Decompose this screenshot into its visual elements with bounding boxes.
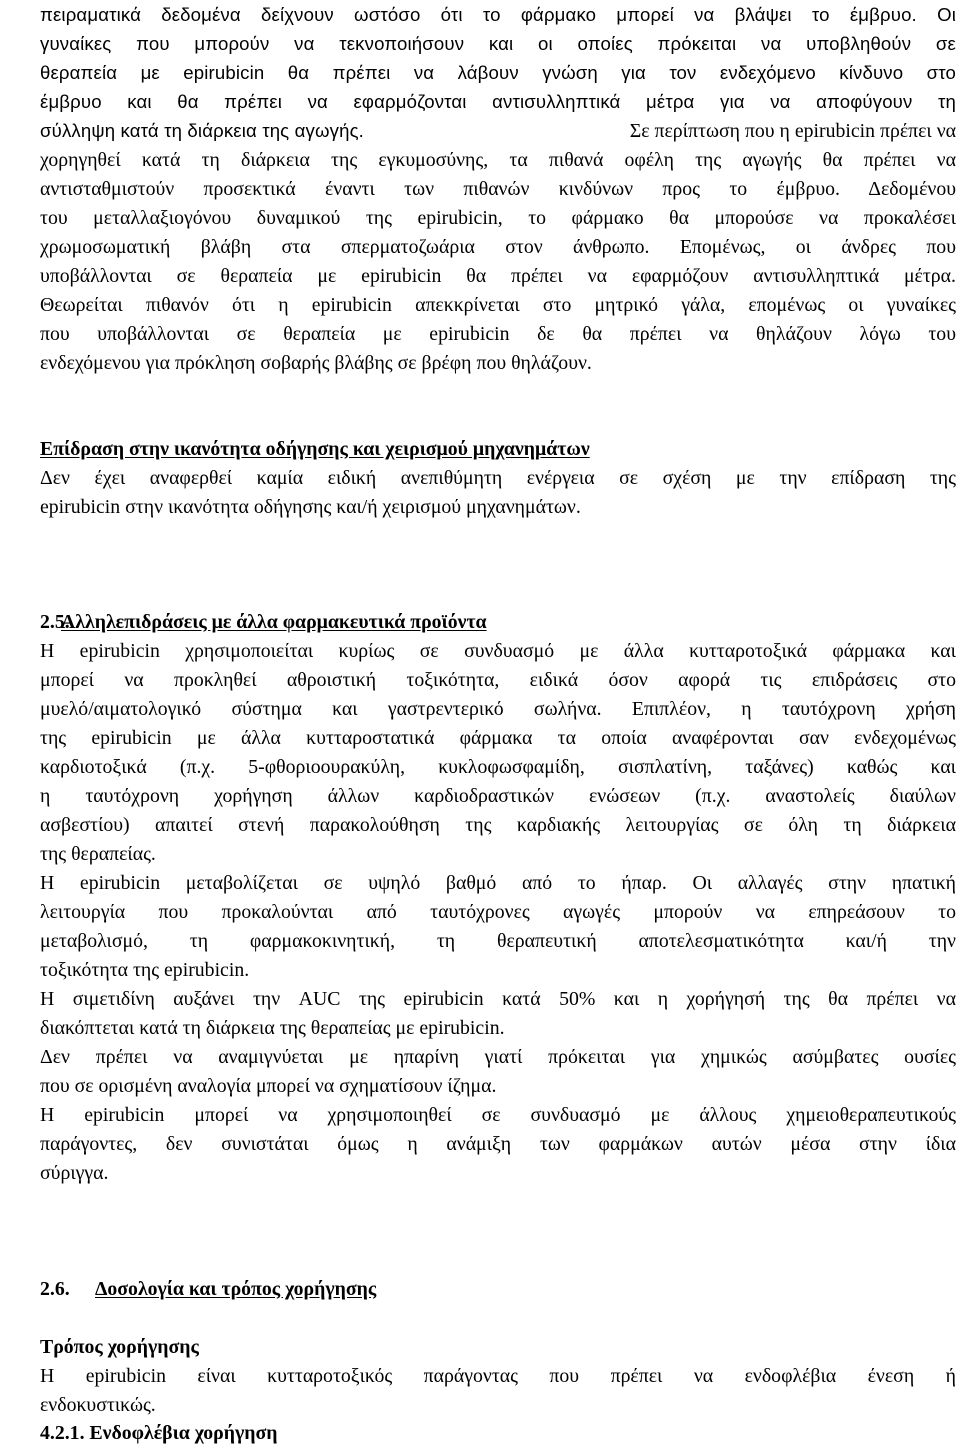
text-line: σύριγγα.	[40, 1162, 109, 1184]
text-line: Η epirubicin μεταβολίζεται σε υψηλό βαθμό από το ήπαρ. Οι αλλαγές στην ηπατική	[40, 872, 956, 894]
section-heading-4-2-1: 4.2.1. Ενδοφλέβια χορήγηση	[40, 1422, 278, 1444]
section-number-2-5: 2.5.	[40, 611, 70, 633]
text-line: παράγοντες, δεν συνιστάται όμως η ανάμιξη των φαρμάκων αυτών μέσα στην ίδια	[40, 1133, 956, 1155]
text-line: μυελό/αιματολογικό σύστημα και γαστρεντερικό σωλήνα. Επιπλέον, η ταυτόχρονη χρήση	[40, 698, 956, 720]
section-title-2-6: Δοσολογία και τρόπος χορήγησης	[95, 1278, 377, 1300]
text-line: υποβάλλονται σε θεραπεία με epirubicin θα πρέπει να εφαρμόζουν αντισυλληπτικά μέτρα.	[40, 265, 956, 287]
text-line: epirubicin στην ικανότητα οδήγησης και/ή χειρισμού μηχανημάτων.	[40, 496, 581, 518]
text-line: θεραπεία με epirubicin θα πρέπει να λάβουν γνώση για τον ενδεχόμενο κίνδυνο στο	[40, 62, 956, 83]
text-line: ασβεστίου) απαιτεί στενή παρακολούθηση της καρδιακής λειτουργίας σε όλη τη διάρκεια	[40, 814, 956, 836]
text-line: χρωμοσωματική βλάβη στα σπερματοζωάρια στον άνθρωπο. Επομένως, οι άνδρες που	[40, 236, 956, 258]
text-line: μεταβολισμό, τη φαρμακοκινητική, τη θεραπευτική αποτελεσματικότητα και/ή την	[40, 930, 956, 952]
text-fragment-serif: Σε περίπτωση που η epirubicin πρέπει να	[629, 120, 956, 142]
text-line: καρδιοτοξικά (π.χ. 5-φθοριοουρακύλη, κυκλοφωσφαμίδη, σισπλατίνη, ταξάνες) καθώς και	[40, 756, 956, 778]
subheading-administration: Τρόπος χορήγησης	[40, 1336, 199, 1358]
section-heading-driving: Επίδραση στην ικανότητα οδήγησης και χειρισμού μηχανημάτων	[40, 438, 590, 460]
text-line: που σε ορισμένη αναλογία μπορεί να σχηματίσουν ίζημα.	[40, 1075, 497, 1097]
text-line: Δεν πρέπει να αναμιγνύεται με ηπαρίνη γιατί πρόκειται για χημικώς ασύμβατες ουσίες	[40, 1046, 956, 1068]
text-line: γυναίκες που μπορούν να τεκνοποιήσουν και οι οποίες πρόκειται να υποβληθούν σε	[40, 33, 956, 54]
text-line: χορηγηθεί κατά τη διάρκεια της εγκυμοσύνης, τα πιθανά οφέλη της αγωγής θα πρέπει να	[40, 149, 956, 171]
text-line: τοξικότητα της epirubicin.	[40, 959, 250, 981]
text-line: αντισταθμιστούν προσεκτικά έναντι των πιθανών κινδύνων προς το έμβρυο. Δεδομένου	[40, 178, 956, 200]
text-line: της epirubicin με άλλα κυτταροστατικά φάρμακα τα οποία αναφέρονται σαν ενδεχομένως	[40, 727, 956, 749]
section-number-2-6: 2.6.	[40, 1278, 70, 1300]
text-line: πειραματικά δεδομένα δείχνουν ωστόσο ότι το φάρμακο μπορεί να βλάψει το έμβρυο. Οι	[40, 4, 956, 25]
text-line: Η epirubicin χρησιμοποιείται κυρίως σε συνδυασμό με άλλα κυτταροτοξικά φάρμακα και	[40, 640, 956, 662]
text-line: Θεωρείται πιθανόν ότι η epirubicin απεκκρίνεται στο μητρικό γάλα, επομένως οι γυναίκες	[40, 294, 956, 316]
text-line: Δεν έχει αναφερθεί καμία ειδική ανεπιθύμητη ενέργεια σε σχέση με την επίδραση της	[40, 467, 956, 489]
section-title-2-5: Αλληλεπιδράσεις με άλλα φαρμακευτικά προϊόντα	[61, 611, 487, 633]
text-line: Η σιμετιδίνη αυξάνει την AUC της epirubicin κατά 50% και η χορήγησή της θα πρέπει να	[40, 988, 956, 1010]
text-line: η ταυτόχρονη χορήγηση άλλων καρδιοδραστικών ενώσεων (π.χ. αναστολείς διαύλων	[40, 785, 956, 807]
text-line: διακόπτεται κατά τη διάρκεια της θεραπείας με epirubicin.	[40, 1017, 505, 1039]
text-line: ενδεχόμενου για πρόκληση σοβαρής βλάβης σε βρέφη που θηλάζουν.	[40, 352, 592, 374]
text-line: μπορεί να προκληθεί αθροιστική τοξικότητα, ειδικά όσον αφορά τις επιδράσεις στο	[40, 669, 956, 691]
text-line: που υποβάλλονται σε θεραπεία με epirubicin δε θα πρέπει να θηλάζουν λόγω του	[40, 323, 956, 345]
text-fragment-sans: σύλληψη κατά τη διάρκεια της αγωγής.	[40, 120, 364, 141]
text-line: ενδοκυστικώς.	[40, 1394, 156, 1416]
text-line: της θεραπείας.	[40, 843, 156, 865]
text-line: έμβρυο και θα πρέπει να εφαρμόζονται αντισυλληπτικά μέτρα για να αποφύγουν τη	[40, 91, 956, 112]
text-line: Η epirubicin μπορεί να χρησιμοποιηθεί σε συνδυασμό με άλλους χημειοθεραπευτικούς	[40, 1104, 956, 1126]
text-line: λειτουργία που προκαλούνται από ταυτόχρονες αγωγές μπορούν να επηρεάσουν το	[40, 901, 956, 923]
text-line: Η epirubicin είναι κυτταροτοξικός παράγοντας που πρέπει να ενδοφλέβια ένεση ή	[40, 1365, 956, 1387]
text-line-mixed	[40, 116, 956, 146]
text-line: του μεταλλαξιογόνου δυναμικού της epirubicin, το φάρμακο θα μπορούσε να προκαλέσει	[40, 207, 956, 229]
